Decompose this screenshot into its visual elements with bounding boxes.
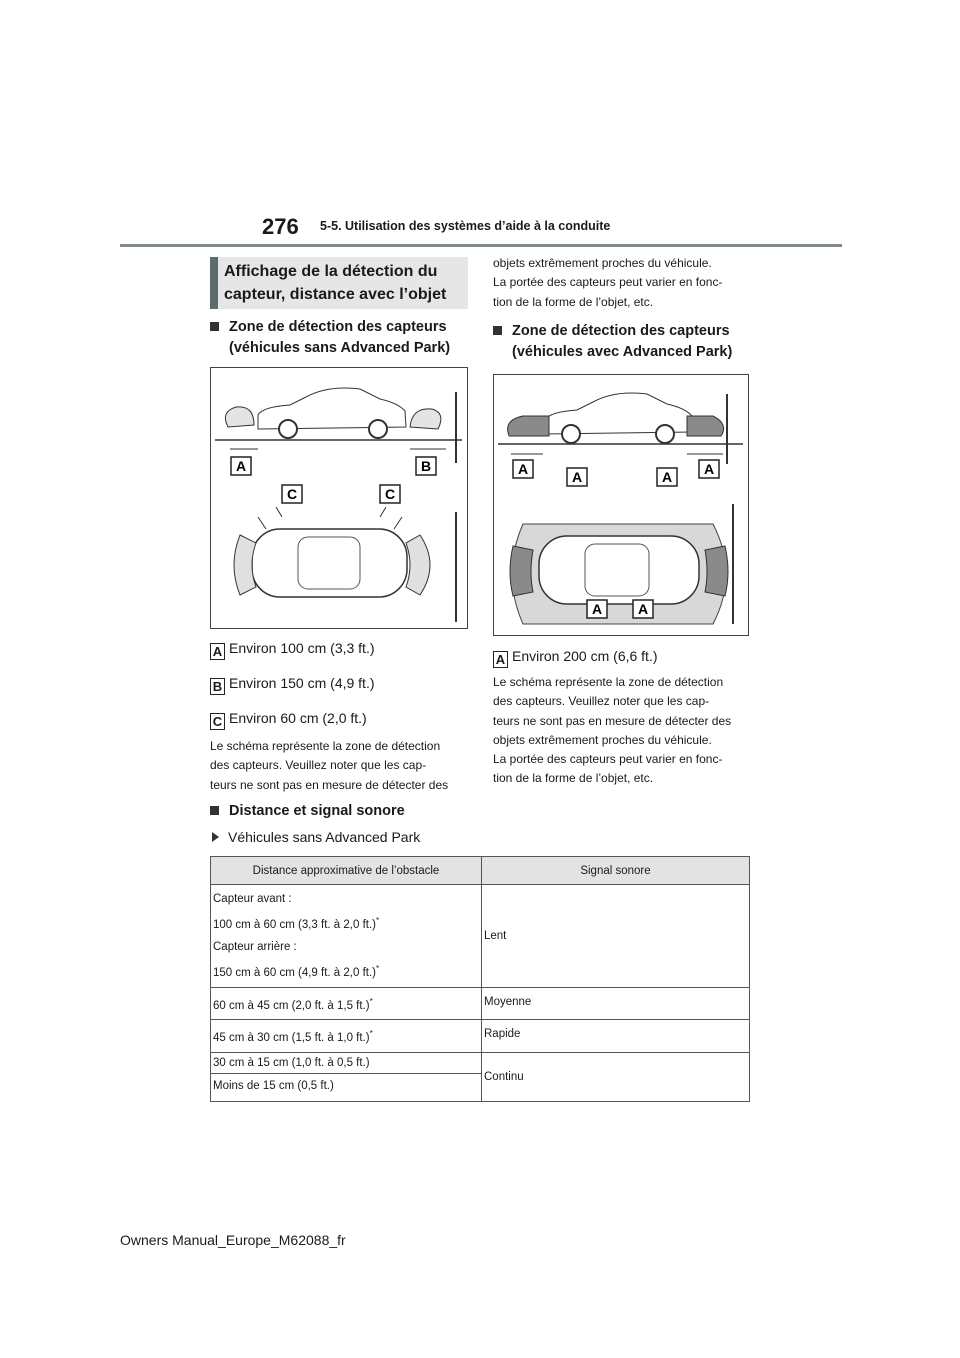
- diagram-label-c-front: C: [286, 486, 298, 502]
- table-cell-distance: [211, 885, 482, 988]
- table-row: [211, 885, 750, 988]
- table-cell-distance: 30 cm à 15 cm (1,0 ft. à 0,5 ft.): [211, 1053, 482, 1074]
- header-rule: [120, 244, 842, 247]
- subhead-line-2: (véhicules sans Advanced Park): [229, 340, 451, 356]
- diagram-label-a: A: [235, 458, 247, 474]
- heading-text: [224, 260, 446, 306]
- legend-item-a-advanced: [493, 648, 658, 668]
- subhead-distance-signal: [210, 801, 468, 823]
- heading-line-1: Affichage de la détection du: [224, 263, 438, 280]
- diagram-label-a: A: [571, 469, 583, 485]
- column-header-distance: Distance approximative de l’obstacle: [211, 857, 482, 885]
- column-header-signal: Signal sonore: [482, 857, 750, 885]
- diagram-label-c-rear: C: [384, 486, 396, 502]
- section-title: 5-5. Utilisation des systèmes d’aide à la conduite: [320, 219, 611, 233]
- text-line: La portée des capteurs peut varier en fonc-: [493, 275, 723, 290]
- text-line: des capteurs. Veuillez noter que les cap-: [493, 694, 710, 709]
- table-cell-distance: [211, 1020, 482, 1053]
- legend-text: Environ 100 cm (3,3 ft.): [229, 640, 375, 656]
- footer-text: Owners Manual_Europe_M62088_fr: [120, 1232, 346, 1248]
- right-paragraph-2: [493, 673, 748, 789]
- legend-item-b: [210, 675, 375, 695]
- diagram-label-a: A: [661, 469, 673, 485]
- legend-badge: B: [210, 678, 225, 695]
- subhead-text: Distance et signal sonore: [229, 803, 405, 819]
- table-header-row: [211, 857, 750, 885]
- left-paragraph: [210, 737, 465, 795]
- subhead-with-advanced-park: [493, 321, 751, 365]
- bullet-text: Véhicules sans Advanced Park: [228, 829, 421, 845]
- text-line: Le schéma représente la zone de détection: [493, 675, 724, 689]
- text-line: Le schéma représente la zone de détection: [210, 739, 441, 753]
- square-bullet-icon: [210, 322, 219, 331]
- footnote-mark: *: [369, 1029, 373, 1039]
- legend-text: Environ 200 cm (6,6 ft.): [512, 648, 658, 664]
- heading-line-2: capteur, distance avec l’objet: [224, 286, 447, 303]
- diagram-label-b: B: [420, 458, 432, 474]
- subhead-line-1: Zone de détection des capteurs: [512, 323, 730, 339]
- table-cell-signal: Rapide: [482, 1020, 750, 1053]
- footnote-mark: *: [376, 916, 380, 925]
- page-number: 276: [262, 214, 299, 239]
- legend-badge: C: [210, 713, 225, 730]
- sensor-diagram-without-advanced-park: [210, 367, 468, 629]
- subhead-line-2: (véhicules avec Advanced Park): [512, 344, 733, 360]
- cell-text: 60 cm à 45 cm (2,0 ft. à 1,5 ft.): [213, 999, 370, 1012]
- cell-line: Capteur arrière :: [213, 940, 297, 953]
- text-line: teurs ne sont pas en mesure de détecter des: [493, 713, 732, 728]
- table-cell-distance: [211, 987, 482, 1020]
- heading-box: [210, 257, 468, 309]
- triangle-bullet-icon: [212, 832, 219, 842]
- diagram-label-a: A: [517, 461, 529, 477]
- text-line: tion de la forme de l’objet, etc.: [493, 294, 654, 309]
- distance-signal-table: [210, 856, 750, 1102]
- table-cell-distance: Moins de 15 cm (0,5 ft.): [211, 1074, 482, 1102]
- subhead-line-1: Zone de détection des capteurs: [229, 319, 447, 335]
- right-paragraph-1: [493, 254, 748, 312]
- bullet-vehicles-without: [212, 829, 420, 845]
- table-row: [211, 987, 750, 1020]
- table-row: [211, 1053, 750, 1074]
- footnote-mark: *: [376, 963, 380, 973]
- cell-text: 45 cm à 30 cm (1,5 ft. à 1,0 ft.): [213, 1032, 370, 1045]
- legend-item-a: [210, 640, 375, 660]
- subhead-without-advanced-park: [210, 317, 468, 361]
- cell-line: Capteur avant :: [213, 893, 292, 905]
- square-bullet-icon: [493, 326, 502, 335]
- cell-line: 150 cm à 60 cm (4,9 ft. à 2,0 ft.): [213, 966, 376, 979]
- table-cell-signal: Moyenne: [482, 987, 750, 1020]
- legend-item-c: [210, 710, 367, 730]
- text-line: La portée des capteurs peut varier en fonc-: [493, 752, 723, 767]
- table-cell-signal: Continu: [482, 1053, 750, 1102]
- sensor-diagram-with-advanced-park: [493, 374, 749, 636]
- table-cell-signal: Lent: [482, 885, 750, 988]
- text-line: objets extrêmement proches du véhicule.: [493, 256, 712, 270]
- legend-badge: A: [493, 651, 508, 668]
- text-line: tion de la forme de l’objet, etc.: [493, 771, 654, 786]
- legend-badge: A: [210, 643, 225, 660]
- legend-text: Environ 60 cm (2,0 ft.): [229, 710, 367, 726]
- legend-text: Environ 150 cm (4,9 ft.): [229, 675, 375, 691]
- diagram-label-a: A: [591, 601, 603, 617]
- table-row: [211, 1020, 750, 1053]
- square-bullet-icon: [210, 806, 219, 815]
- diagram-label-a: A: [703, 461, 715, 477]
- footnote-mark: *: [369, 996, 373, 1006]
- text-line: des capteurs. Veuillez noter que les cap-: [210, 758, 427, 773]
- heading-accent-bar: [210, 257, 218, 309]
- diagram-label-a: A: [637, 601, 649, 617]
- text-line: teurs ne sont pas en mesure de détecter des: [210, 777, 449, 792]
- cell-line: 100 cm à 60 cm (3,3 ft. à 2,0 ft.): [213, 918, 376, 931]
- text-line: objets extrêmement proches du véhicule.: [493, 732, 712, 747]
